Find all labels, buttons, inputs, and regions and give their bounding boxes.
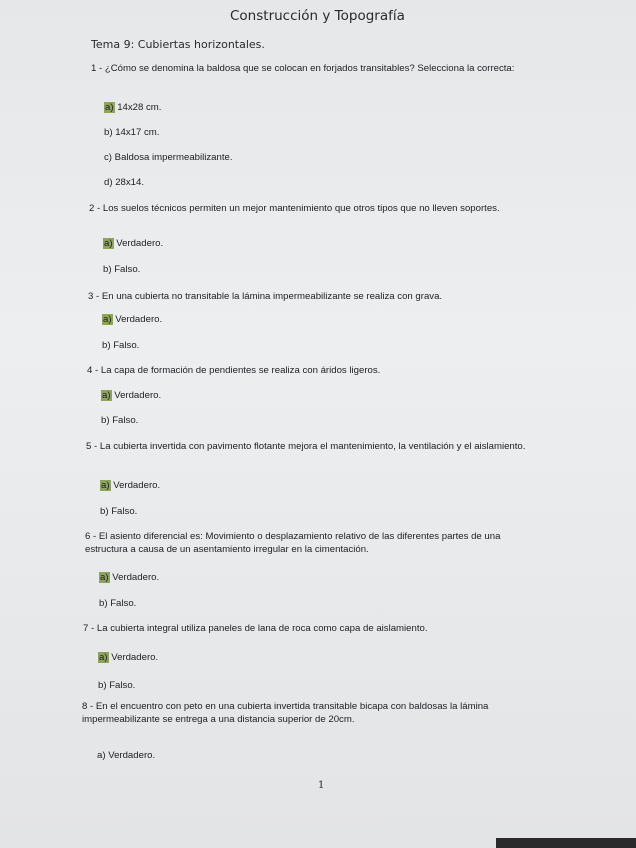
option-letter: d) bbox=[104, 177, 113, 188]
selected-letter: a) bbox=[102, 390, 111, 401]
option-text: 14x28 cm. bbox=[114, 102, 162, 113]
option-text: Falso. bbox=[107, 598, 137, 609]
option-letter: b) bbox=[104, 127, 113, 138]
option-text: Falso. bbox=[109, 415, 139, 426]
answer-option bbox=[103, 238, 163, 249]
selected-letter: a) bbox=[104, 238, 113, 249]
page-number: 1 bbox=[318, 780, 325, 791]
option-letter: b) bbox=[99, 598, 108, 609]
answer-option bbox=[103, 264, 140, 275]
question-text: 2 - Los suelos técnicos permiten un mejor mantenimiento que otros tipos que no lleven soportes. bbox=[89, 203, 500, 214]
question-text: 4 - La capa de formación de pendientes se realiza con áridos ligeros. bbox=[87, 365, 381, 376]
option-letter: b) bbox=[100, 506, 109, 517]
option-text: Verdadero. bbox=[111, 390, 162, 401]
option-text: Verdadero. bbox=[113, 238, 164, 249]
question-text: 1 - ¿Cómo se denomina la baldosa que se colocan en forjados transitables? Selecciona la correcta: bbox=[91, 63, 515, 74]
answer-option bbox=[98, 652, 158, 663]
option-letter: b) bbox=[103, 264, 112, 275]
answer-option bbox=[104, 177, 144, 188]
selected-letter: a) bbox=[101, 480, 110, 491]
answer-option bbox=[101, 415, 138, 426]
option-text: Verdadero. bbox=[109, 572, 160, 583]
question-text: 6 - El asiento diferencial es: Movimiento o desplazamiento relativo de las diferentes partes de una estructura a causa de un asentamiento irregular en la cimentación. bbox=[85, 531, 501, 555]
topic-subtitle: Tema 9: Cubiertas horizontales. bbox=[91, 38, 265, 51]
option-text: Verdadero. bbox=[108, 652, 159, 663]
option-text: Falso. bbox=[106, 680, 136, 691]
question-text: 5 - La cubierta invertida con pavimento flotante mejora el mantenimiento, la ventilación y el aislamiento. bbox=[86, 441, 526, 452]
option-letter: b) bbox=[102, 340, 111, 351]
question-text: 7 - La cubierta integral utiliza paneles de lana de roca como capa de aislamiento. bbox=[83, 623, 428, 634]
option-letter: b) bbox=[101, 415, 110, 426]
selected-letter: a) bbox=[103, 314, 112, 325]
selected-letter: a) bbox=[105, 102, 114, 113]
answer-option bbox=[97, 750, 155, 761]
answer-option bbox=[104, 102, 161, 113]
answer-option bbox=[99, 572, 159, 583]
answer-option bbox=[99, 598, 136, 609]
option-letter: a) bbox=[97, 750, 106, 761]
option-text: Falso. bbox=[108, 506, 138, 517]
answer-option bbox=[101, 390, 161, 401]
option-text: 14x17 cm. bbox=[112, 127, 160, 138]
answer-option bbox=[100, 506, 137, 517]
selected-letter: a) bbox=[99, 652, 108, 663]
option-text: Baldosa impermeabilizante. bbox=[112, 152, 233, 163]
selected-letter: a) bbox=[100, 572, 109, 583]
answer-option bbox=[104, 127, 159, 138]
page-shadow bbox=[496, 838, 636, 848]
option-text: Verdadero. bbox=[110, 480, 161, 491]
option-letter: b) bbox=[98, 680, 107, 691]
answer-option bbox=[100, 480, 160, 491]
option-text: Verdadero. bbox=[105, 750, 156, 761]
answer-option bbox=[104, 152, 233, 163]
document-title: Construcción y Topografía bbox=[230, 8, 405, 24]
option-text: 28x14. bbox=[112, 177, 145, 188]
option-text: Verdadero. bbox=[112, 314, 163, 325]
answer-option bbox=[102, 340, 139, 351]
answer-option bbox=[98, 680, 135, 691]
option-letter: c) bbox=[104, 152, 112, 163]
answer-option bbox=[102, 314, 162, 325]
option-text: Falso. bbox=[110, 340, 140, 351]
question-text: 8 - En el encuentro con peto en una cubierta invertida transitable bicapa con baldosas la lámina impermeabilizante se entrega a una distancia superior de 20cm. bbox=[82, 701, 489, 725]
option-text: Falso. bbox=[111, 264, 141, 275]
question-text: 3 - En una cubierta no transitable la lámina impermeabilizante se realiza con grava. bbox=[88, 291, 443, 302]
